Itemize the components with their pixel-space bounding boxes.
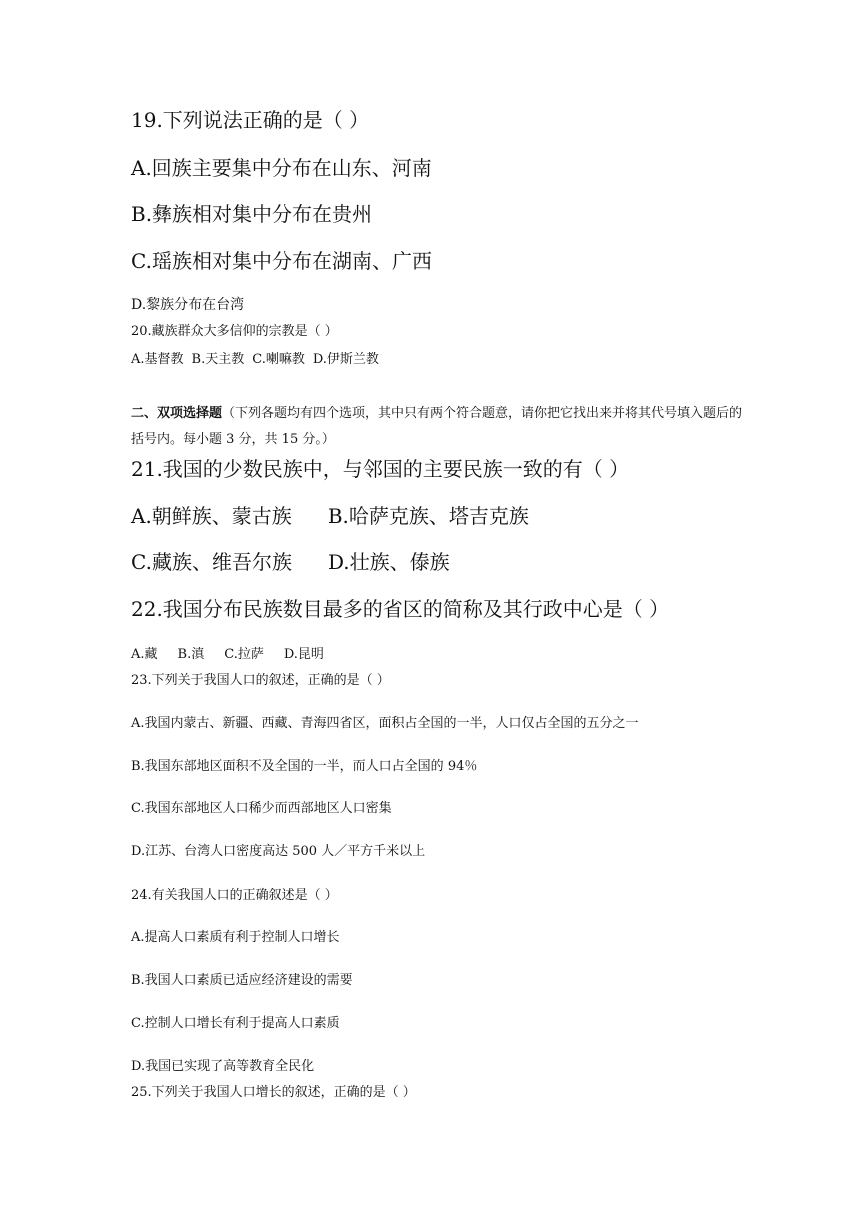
q21-option-d: D.壮族、傣族: [327, 550, 450, 574]
section2-title: 二、双项选择题: [131, 406, 223, 421]
q21-option-a: A.朝鲜族、蒙古族: [131, 504, 292, 528]
q20-option-b: B.天主教: [191, 352, 245, 367]
q20-option-c: C.喇嘛教: [252, 352, 305, 367]
q22-option-d: D.昆明: [283, 647, 324, 662]
q24-option-c: C.控制人口增长有利于提高人口素质: [131, 1016, 340, 1031]
q19-option-c: C.瑶族相对集中分布在湖南、广西: [131, 249, 432, 273]
q22-stem: 22.我国分布民族数目最多的省区的简称及其行政中心是（ ）: [131, 597, 670, 621]
q22-option-a: A.藏: [131, 647, 158, 662]
q19-option-b: B.彝族相对集中分布在贵州: [131, 202, 373, 226]
q21-options-row1: [131, 500, 529, 529]
q20-option-a: A.基督教: [131, 352, 184, 367]
q23-option-d: D.江苏、台湾人口密度高达 500 人／平方千米以上: [131, 844, 426, 859]
q22-options: [131, 643, 324, 662]
q24-option-d: D.我国已实现了高等教育全民化: [131, 1059, 315, 1074]
q20-stem: 20.藏族群众大多信仰的宗教是（ ）: [131, 324, 338, 339]
q24-option-a: A.提高人口素质有利于控制人口增长: [131, 930, 340, 945]
section2-instruction-1: （下列各题均有四个选项，其中只有两个符合题意，请你把它找出来并将其代号填入题后的: [222, 406, 743, 421]
q23-option-c: C.我国东部地区人口稀少而西部地区人口密集: [131, 801, 392, 816]
q20-option-d: D.伊斯兰教: [312, 352, 379, 367]
q24-stem: 24.有关我国人口的正确叙述是（ ）: [131, 888, 338, 903]
q21-option-b: B.哈萨克族、塔吉克族: [327, 504, 529, 528]
q23-option-b: B.我国东部地区面积不及全国的一半，而人口占全国的 94％: [131, 759, 478, 774]
q23-stem: 23.下列关于我国人口的叙述，正确的是（ ）: [131, 673, 390, 688]
q25-stem: 25.下列关于我国人口增长的叙述，正确的是（ ）: [131, 1085, 416, 1100]
q22-option-b: B.滇: [177, 647, 205, 662]
section2-heading: [131, 402, 742, 421]
q22-option-c: C.拉萨: [224, 647, 264, 662]
q21-options-row2: [131, 546, 450, 575]
q23-option-a: A.我国内蒙古、新疆、西藏、青海四省区，面积占全国的一半，人口仅占全国的五分之一: [131, 716, 639, 731]
q21-option-c: C.藏族、维吾尔族: [131, 550, 292, 574]
q19-stem: 19.下列说法正确的是（ ）: [131, 108, 370, 132]
q20-options: [131, 348, 379, 367]
q21-stem: 21.我国的少数民族中，与邻国的主要民族一致的有（ ）: [131, 457, 630, 481]
q24-option-b: B.我国人口素质已适应经济建设的需要: [131, 973, 353, 988]
q19-option-d: D.黎族分布在台湾: [131, 297, 245, 313]
q19-option-a: A.回族主要集中分布在山东、河南: [131, 156, 432, 180]
section2-instruction-2: 括号内。每小题 3 分，共 15 分。）: [131, 432, 335, 447]
